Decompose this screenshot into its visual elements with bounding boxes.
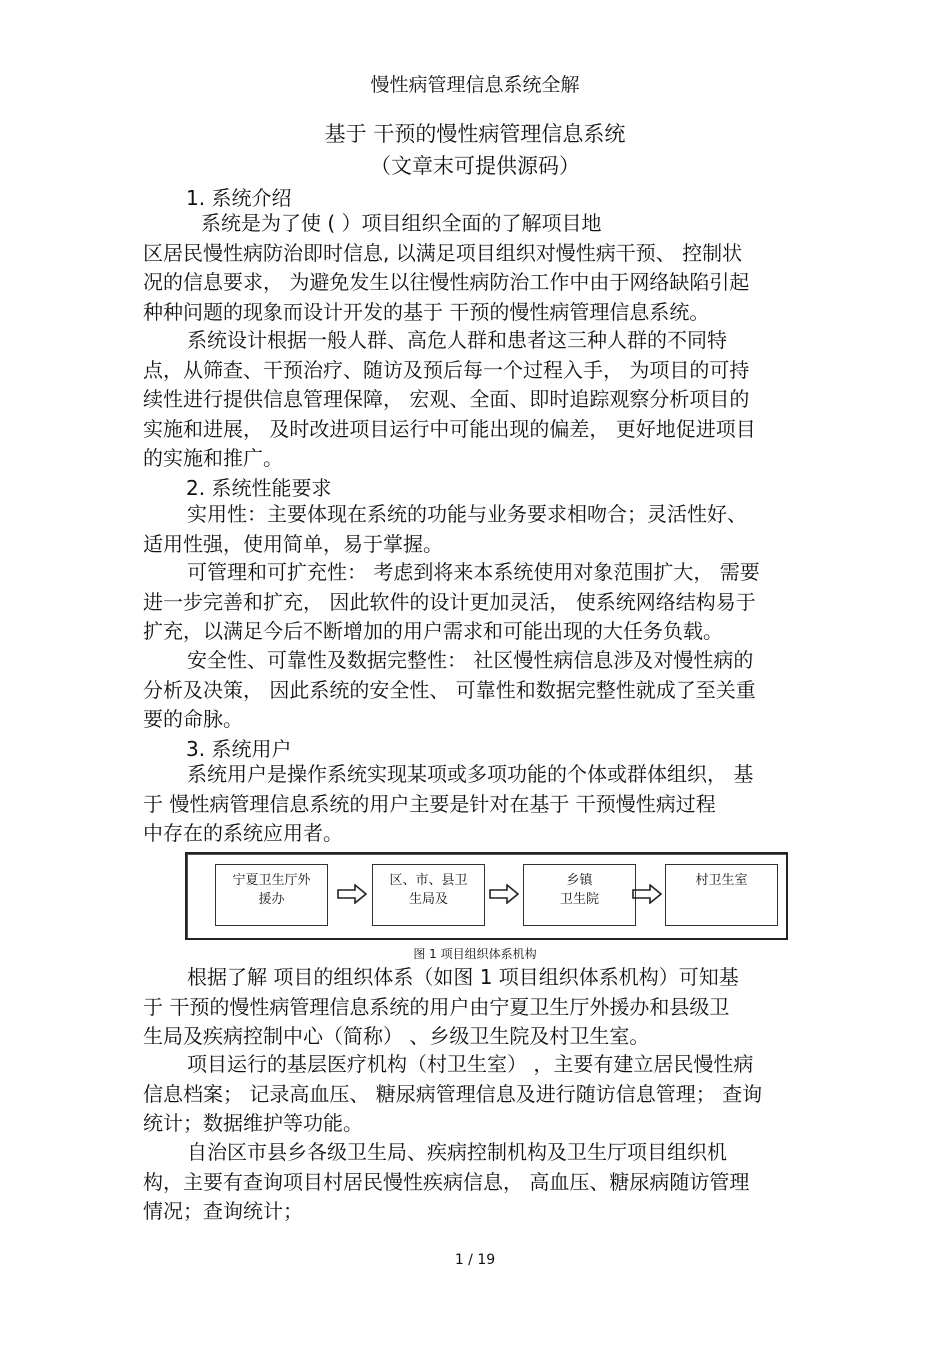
arrow-right-icon — [489, 884, 519, 904]
section-2-heading: 2. 系统性能要求 — [186, 476, 332, 500]
org-box-county-health-bureau — [372, 864, 485, 926]
org-box-label: 乡镇 卫生院 — [559, 873, 599, 907]
text-line: 安全性、可靠性及数据完整性： 社区慢性病信息涉及对慢性病的 — [187, 648, 754, 672]
text-line: 情况；查询统计； — [143, 1199, 303, 1223]
page-number: 1 / 19 — [454, 1252, 496, 1268]
text-line: 信息档案； 记录高血压、 糖尿病管理信息及进行随访信息管理； 查询 — [143, 1081, 763, 1106]
text-line: 系统是为了使 ( ）项目组织全面的了解项目地 — [201, 211, 602, 235]
text-line: 要的命脉。 — [143, 707, 243, 731]
arrow-right-icon — [337, 884, 367, 904]
org-box-ningxia-health-dept — [215, 864, 328, 926]
org-structure-figure — [185, 852, 788, 940]
text-line: 续性进行提供信息管理保障， 宏观、全面、即时追踪观察分析项目的 — [143, 387, 750, 411]
text-line: 统计；数据维护等功能。 — [143, 1111, 363, 1135]
org-box-label: 区、市、县卫 生局及 — [389, 873, 468, 907]
org-box-township-hospital — [523, 864, 636, 926]
text-line: 种种问题的现象而设计开发的基于 干预的慢性病管理信息系统。 — [143, 299, 710, 324]
text-line: 系统用户是操作系统实现某项或多项功能的个体或群体组织， 基 — [187, 762, 754, 786]
text-line: 于 干预的慢性病管理信息系统的用户由宁夏卫生厅外援办和县级卫 — [143, 994, 730, 1019]
text-line: 于 慢性病管理信息系统的用户主要是针对在基于 干预慢性病过程 — [143, 791, 716, 816]
section-2-paragraph-3 — [143, 646, 803, 735]
text-line: 自治区市县乡各级卫生局、疾病控制机构及卫生厅项目组织机 — [187, 1140, 727, 1164]
text-line: 进一步完善和扩充， 因此软件的设计更加灵活， 使系统网络结构易于 — [143, 589, 756, 614]
text-line: 根据了解 项目的组织体系（如图 1 项目组织体系机构）可知基 — [187, 965, 739, 989]
text-line: 构，主要有查询项目村居民慢性疾病信息， 高血压、糖尿病随访管理 — [143, 1169, 750, 1194]
text-line: 项目运行的基层医疗机构（村卫生室） ，主要有建立居民慢性病 — [187, 1052, 754, 1076]
text-line: 的实施和推广。 — [143, 446, 283, 470]
text-line: 生局及疾病控制中心（简称） 、乡级卫生院及村卫生室。 — [143, 1024, 650, 1048]
paragraph-regional-bureaus — [143, 1138, 803, 1227]
section-1-paragraph-1 — [143, 209, 803, 327]
section-3-heading: 3. 系统用户 — [186, 737, 292, 761]
section-1-heading: 1. 系统介绍 — [186, 186, 292, 210]
text-line: 实施和进展， 及时改进项目运行中可能出现的偏差， 更好地促进项目 — [143, 416, 756, 441]
section-1-paragraph-2 — [143, 326, 803, 474]
text-line: 分析及决策， 因此系统的安全性、 可靠性和数据完整性就成了至关重 — [143, 677, 756, 702]
running-header: 慢性病管理信息系统全解 — [370, 74, 580, 96]
section-3-paragraph-1 — [143, 760, 803, 849]
document-title: 基于 干预的慢性病管理信息系统 — [324, 122, 626, 146]
section-2-paragraph-1 — [143, 500, 803, 559]
org-box-village-clinic — [665, 864, 778, 926]
text-line: 区居民慢性病防治即时信息, 以满足项目组织对慢性病干预、 控制状 — [143, 240, 743, 265]
arrow-right-icon — [632, 884, 662, 904]
text-line: 点，从筛查、干预治疗、随访及预后每一个过程入手， 为项目的可持 — [143, 357, 750, 382]
text-line: 可管理和可扩充性： 考虑到将来本系统使用对象范围扩大， 需要 — [187, 560, 760, 584]
org-box-label: 村卫生室 — [695, 873, 748, 888]
text-line: 中存在的系统应用者。 — [143, 821, 343, 845]
document-subtitle: （文章末可提供源码） — [370, 154, 580, 178]
paragraph-village-clinic — [143, 1050, 803, 1139]
org-box-label: 宁夏卫生厅外 援办 — [232, 873, 311, 907]
figure-caption: 图 1 项目组织体系机构 — [413, 947, 537, 961]
text-line: 况的信息要求， 为避免发生以往慢性病防治工作中由于网络缺陷引起 — [143, 270, 750, 294]
text-line: 系统设计根据一般人群、高危人群和患者这三种人群的不同特 — [187, 328, 727, 352]
text-line: 适用性强，使用简单，易于掌握。 — [143, 531, 443, 556]
section-2-paragraph-2 — [143, 558, 803, 647]
paragraph-org-users — [143, 963, 803, 1052]
text-line: 实用性：主要体现在系统的功能与业务要求相吻合；灵活性好、 — [187, 502, 747, 526]
text-line: 扩充，以满足今后不断增加的用户需求和可能出现的大任务负载。 — [143, 619, 723, 643]
